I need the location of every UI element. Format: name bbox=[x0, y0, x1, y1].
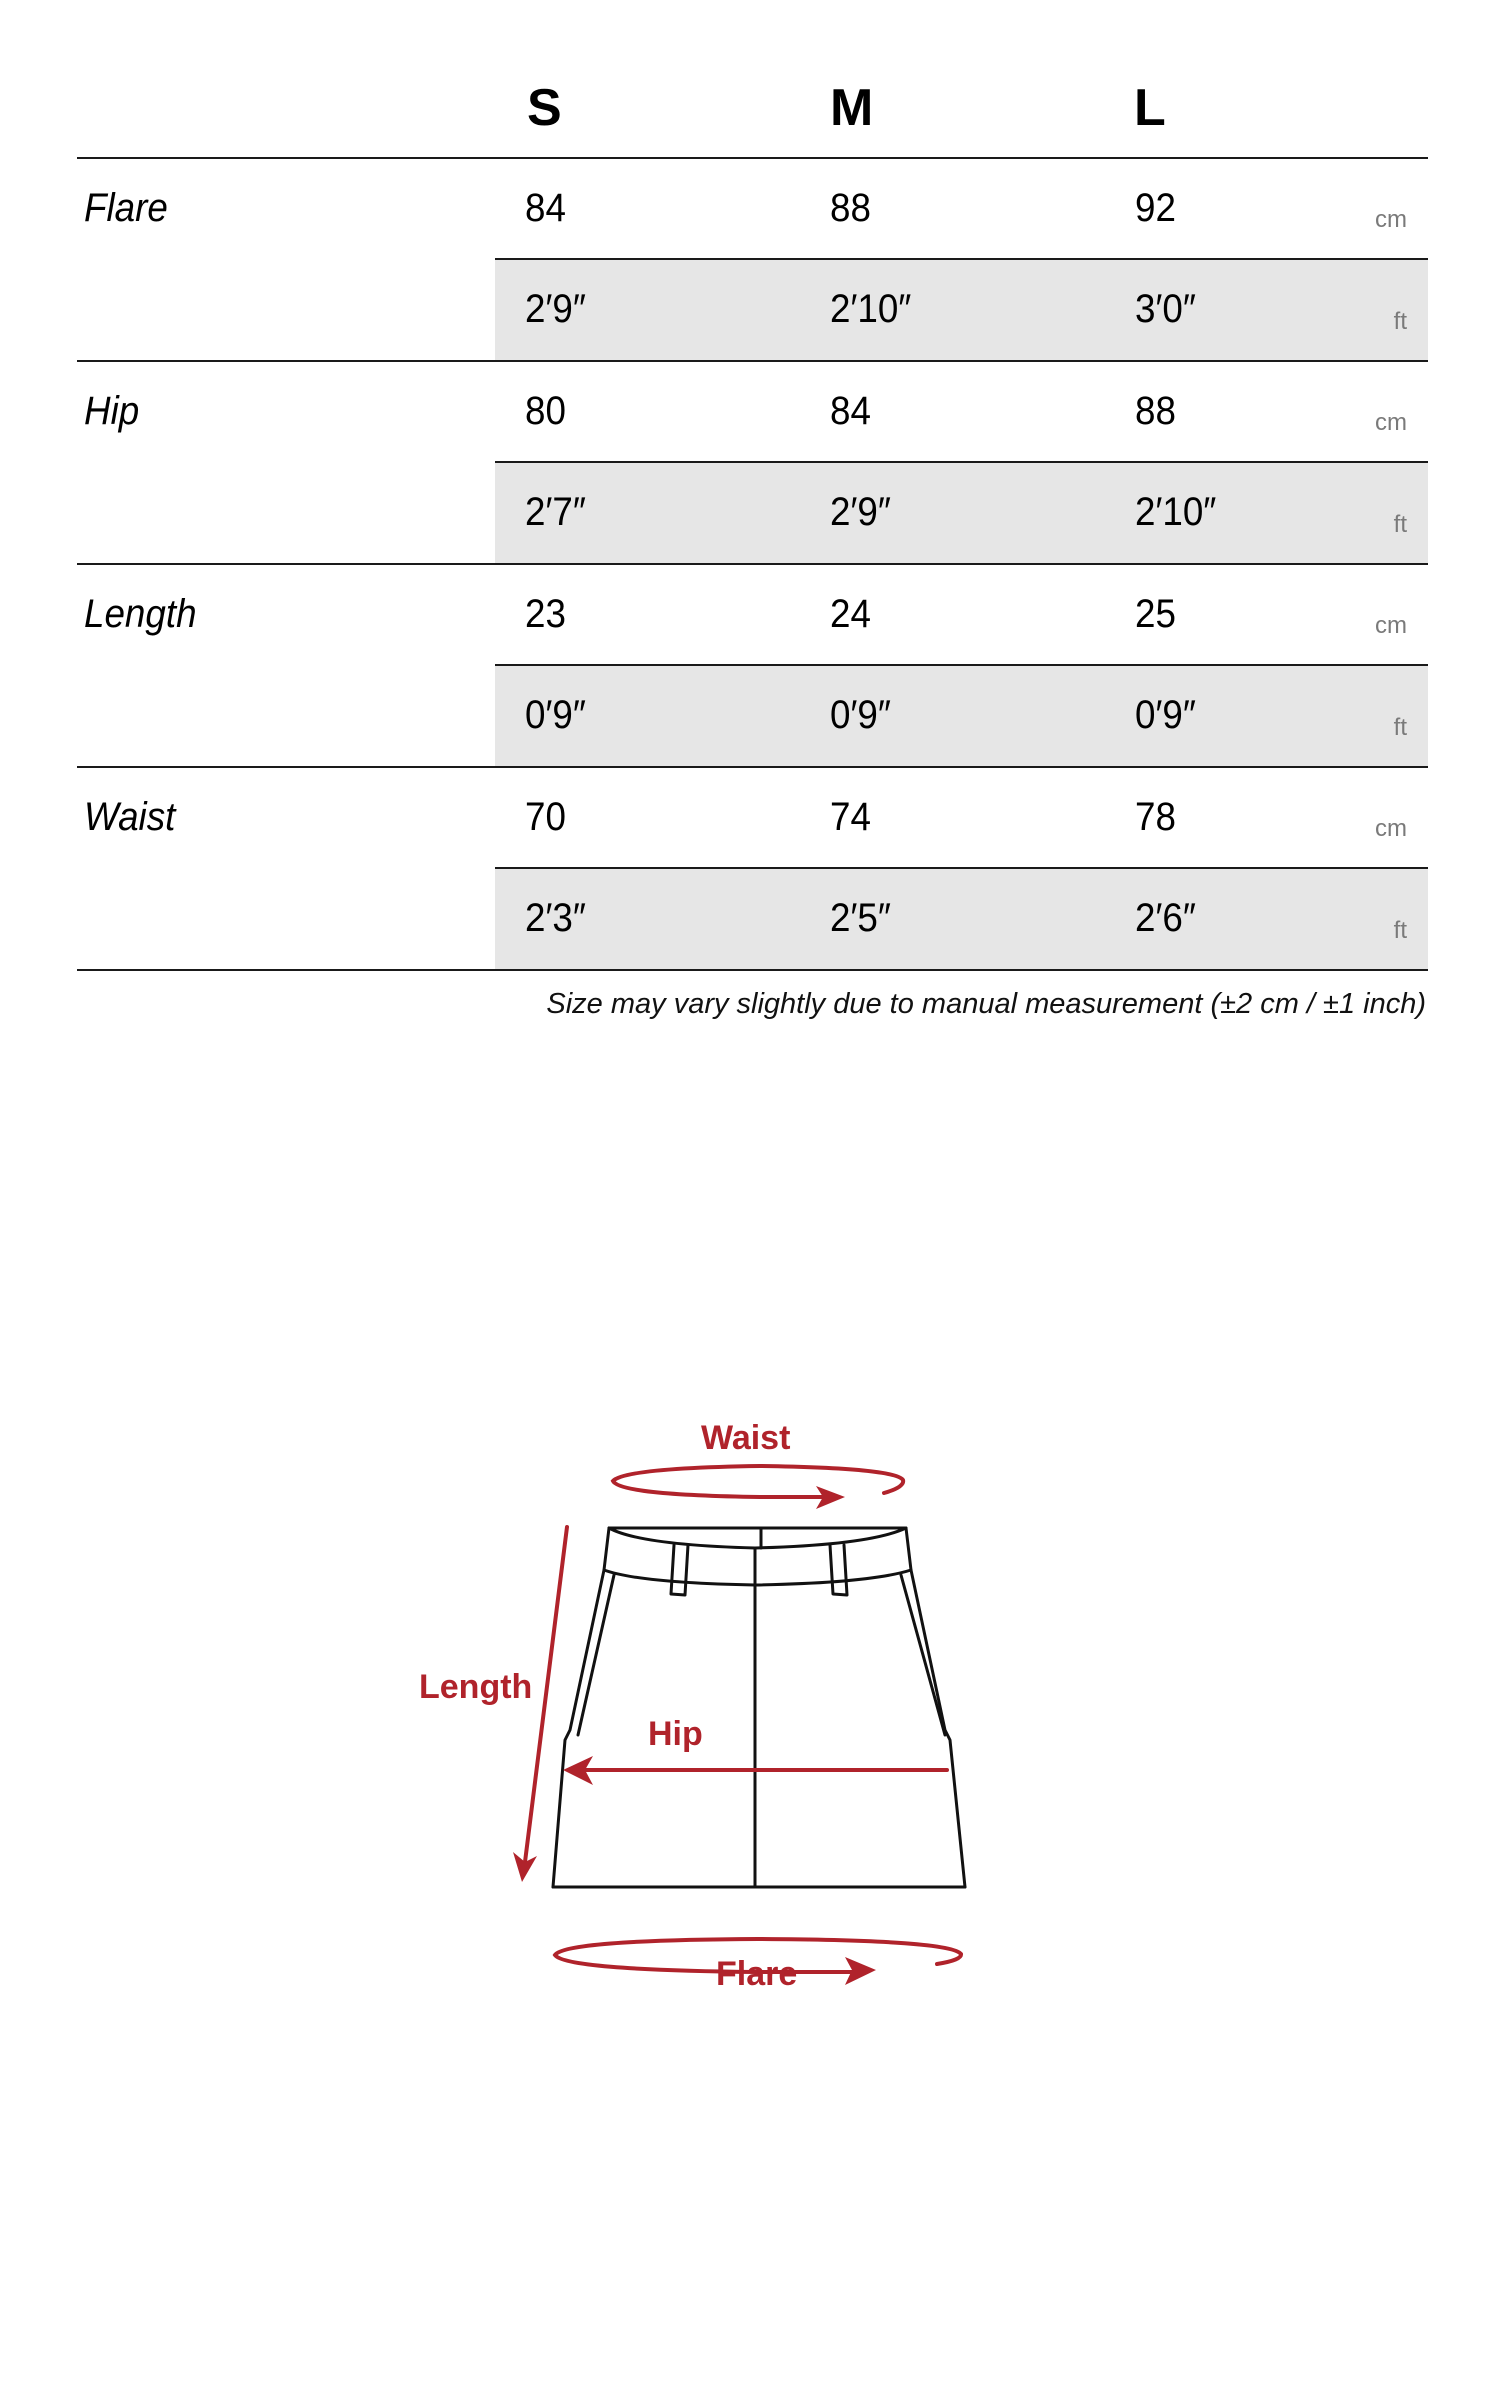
header-divider bbox=[77, 157, 1428, 159]
unit-label-ft: ft bbox=[1393, 917, 1407, 944]
row-label-hip: Hip bbox=[84, 389, 140, 433]
diagram-label-waist: Waist bbox=[701, 1419, 791, 1457]
cell-length-s-ft: 0′9″ bbox=[525, 693, 586, 737]
waist-arrowhead-icon bbox=[816, 1486, 845, 1509]
measurement-note: Size may vary slightly due to manual measurement (±2 cm / ±1 inch) bbox=[546, 988, 1426, 1020]
ft-row-band bbox=[495, 463, 1428, 564]
size-header-l: L bbox=[1134, 79, 1166, 137]
cell-hip-l-cm: 88 bbox=[1135, 389, 1176, 433]
cell-hip-s-cm: 80 bbox=[525, 389, 566, 433]
group-divider bbox=[77, 766, 1428, 768]
cell-length-s-cm: 23 bbox=[525, 592, 566, 636]
cell-hip-l-ft: 2′10″ bbox=[1135, 490, 1217, 534]
unit-label-ft: ft bbox=[1393, 511, 1407, 538]
table-bottom-divider bbox=[77, 969, 1428, 971]
unit-label-ft: ft bbox=[1393, 714, 1407, 741]
cell-hip-m-ft: 2′9″ bbox=[830, 490, 891, 534]
diagram-label-length: Length bbox=[419, 1668, 533, 1706]
group-divider bbox=[77, 360, 1428, 362]
cell-flare-m-cm: 88 bbox=[830, 186, 871, 230]
cell-waist-s-ft: 2′3″ bbox=[525, 896, 586, 940]
cell-length-m-cm: 24 bbox=[830, 592, 871, 636]
unit-label-ft: ft bbox=[1393, 308, 1407, 335]
cell-hip-m-cm: 84 bbox=[830, 389, 871, 433]
cell-flare-m-ft: 2′10″ bbox=[830, 287, 912, 331]
row-divider bbox=[495, 258, 1428, 260]
unit-label-cm: cm bbox=[1375, 409, 1407, 436]
cell-length-l-cm: 25 bbox=[1135, 592, 1176, 636]
cell-waist-s-cm: 70 bbox=[525, 795, 566, 839]
row-label-flare: Flare bbox=[84, 186, 168, 230]
waist-arrow-icon bbox=[613, 1466, 903, 1497]
length-arrowhead-icon bbox=[513, 1852, 537, 1882]
row-divider bbox=[495, 461, 1428, 463]
size-header-s: S bbox=[527, 79, 562, 137]
row-divider bbox=[495, 664, 1428, 666]
ft-row-band bbox=[495, 260, 1428, 361]
ft-row-band bbox=[495, 666, 1428, 767]
cell-waist-m-cm: 74 bbox=[830, 795, 871, 839]
unit-label-cm: cm bbox=[1375, 612, 1407, 639]
row-label-waist: Waist bbox=[84, 795, 176, 839]
cell-waist-l-ft: 2′6″ bbox=[1135, 896, 1196, 940]
diagram-label-flare: Flare bbox=[716, 1955, 798, 1993]
hip-arrowhead-icon bbox=[563, 1756, 593, 1785]
ft-row-band bbox=[495, 869, 1428, 970]
cell-waist-m-ft: 2′5″ bbox=[830, 896, 891, 940]
flare-arrowhead-icon bbox=[845, 1957, 876, 1985]
diagram-label-hip: Hip bbox=[648, 1715, 703, 1753]
cell-flare-l-ft: 3′0″ bbox=[1135, 287, 1196, 331]
unit-label-cm: cm bbox=[1375, 815, 1407, 842]
skirt-outline-icon bbox=[553, 1528, 965, 1887]
group-divider bbox=[77, 563, 1428, 565]
cell-length-m-ft: 0′9″ bbox=[830, 693, 891, 737]
size-header-m: M bbox=[830, 79, 874, 137]
cell-flare-s-ft: 2′9″ bbox=[525, 287, 586, 331]
cell-flare-s-cm: 84 bbox=[525, 186, 566, 230]
row-label-length: Length bbox=[84, 592, 197, 636]
cell-waist-l-cm: 78 bbox=[1135, 795, 1176, 839]
unit-label-cm: cm bbox=[1375, 206, 1407, 233]
cell-length-l-ft: 0′9″ bbox=[1135, 693, 1196, 737]
cell-hip-s-ft: 2′7″ bbox=[525, 490, 586, 534]
cell-flare-l-cm: 92 bbox=[1135, 186, 1176, 230]
row-divider bbox=[495, 867, 1428, 869]
